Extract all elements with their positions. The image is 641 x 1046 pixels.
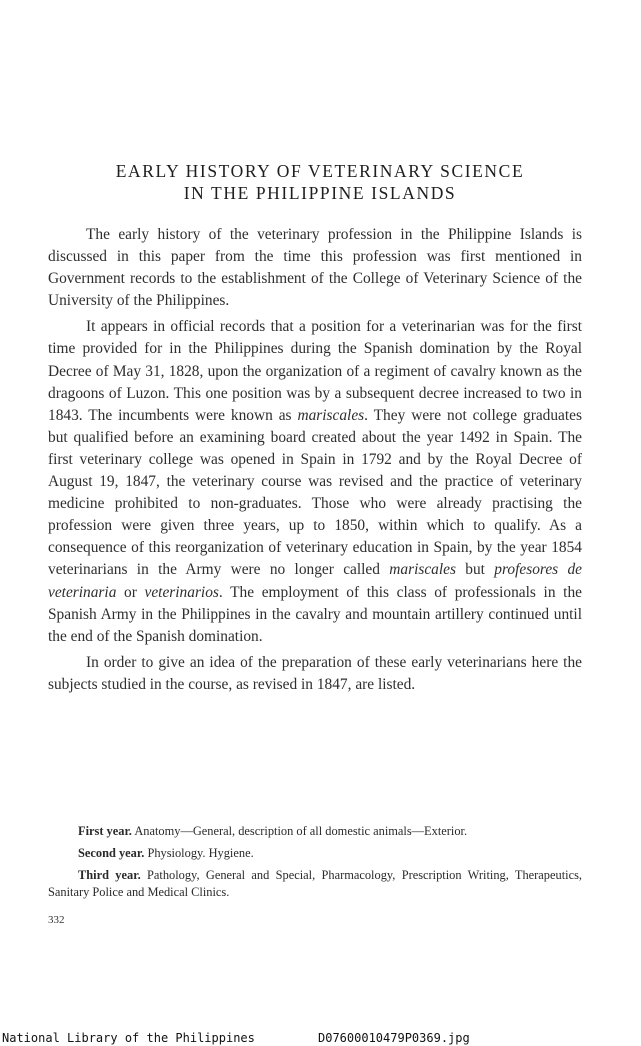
page-title-line-1: EARLY HISTORY OF VETERINARY SCIENCE: [115, 161, 525, 181]
paragraph-text: . They were not college graduates but qualified before an examining board created about the year 1492 in Spain. The first veterinary college was opened in Spain in 1792 and by the Royal Decree of August 19, 1847, the veterinary course was revised and the practice of veterinary medicine prohibited to non-graduates. Those who were already practising the profession were given three years, up to 1850, within which to qualify. As a consequence of this reorganization of veterinary education in Spain, by the year 1854 veterinarians in the Army were no longer called: [48, 406, 582, 579]
course-year-label: Second year.: [78, 846, 145, 860]
course-subjects: Anatomy—General, description of all domestic animals—Exterior.: [134, 824, 468, 838]
paragraph-intro: The early history of the veterinary profession in the Philippine Islands is discussed in this paper from the time this profession was first mentioned in Government records to the establishment of the College of Veterinary Science of the University of the Philippines.: [48, 226, 582, 310]
course-entry-third-year: [48, 867, 582, 901]
paragraph-text: . The employment of this class of professionals in the Spanish Army in the Philippines in the cavalry and mountain artillery continued until the end of the Spanish domination.: [48, 583, 582, 645]
page-title-line-2: IN THE PHILIPPINE ISLANDS: [183, 183, 457, 203]
paragraph-official-records: [48, 316, 582, 647]
italic-term: veterinarios: [144, 583, 219, 601]
paragraph-course-intro: In order to give an idea of the preparation of these early veterinarians here the subjects studied in the course, as revised in 1847, are listed.: [48, 653, 582, 693]
course-subjects: Physiology. Hygiene.: [147, 846, 254, 860]
page-number: 332: [48, 914, 65, 926]
paragraph-text: It appears in official records that a position for a veterinarian was for the first time provided for in the Philippines during the Spanish domination by the Royal Decree of May 31, 1828, upon the organization of a regiment of cavalry known as the dragoons of Luzon. This one position was by a subsequent decree increased to two in 1843. The incumbents were known as: [48, 318, 582, 424]
italic-term: mariscales: [389, 561, 456, 579]
paragraph-text: but: [455, 561, 495, 579]
italic-term: profesores de veterinaria: [48, 561, 582, 601]
course-entry-first-year: [48, 823, 582, 840]
course-list: [48, 823, 582, 906]
course-year-label: Third year.: [78, 868, 141, 882]
library-credit: National Library of the Philippines: [2, 1031, 255, 1045]
scan-footer: [0, 1030, 641, 1046]
course-entry-second-year: [48, 845, 582, 862]
paragraph-text: or: [116, 583, 145, 601]
course-subjects: Pathology, General and Special, Pharmacology, Prescription Writing, Therapeutics, Sanitary Police and Medical Clinics.: [48, 868, 582, 899]
article-body: [48, 224, 582, 700]
course-year-label: First year.: [78, 824, 132, 838]
italic-term: mariscales: [297, 406, 365, 424]
image-filename: D07600010479P0369.jpg: [318, 1031, 470, 1045]
